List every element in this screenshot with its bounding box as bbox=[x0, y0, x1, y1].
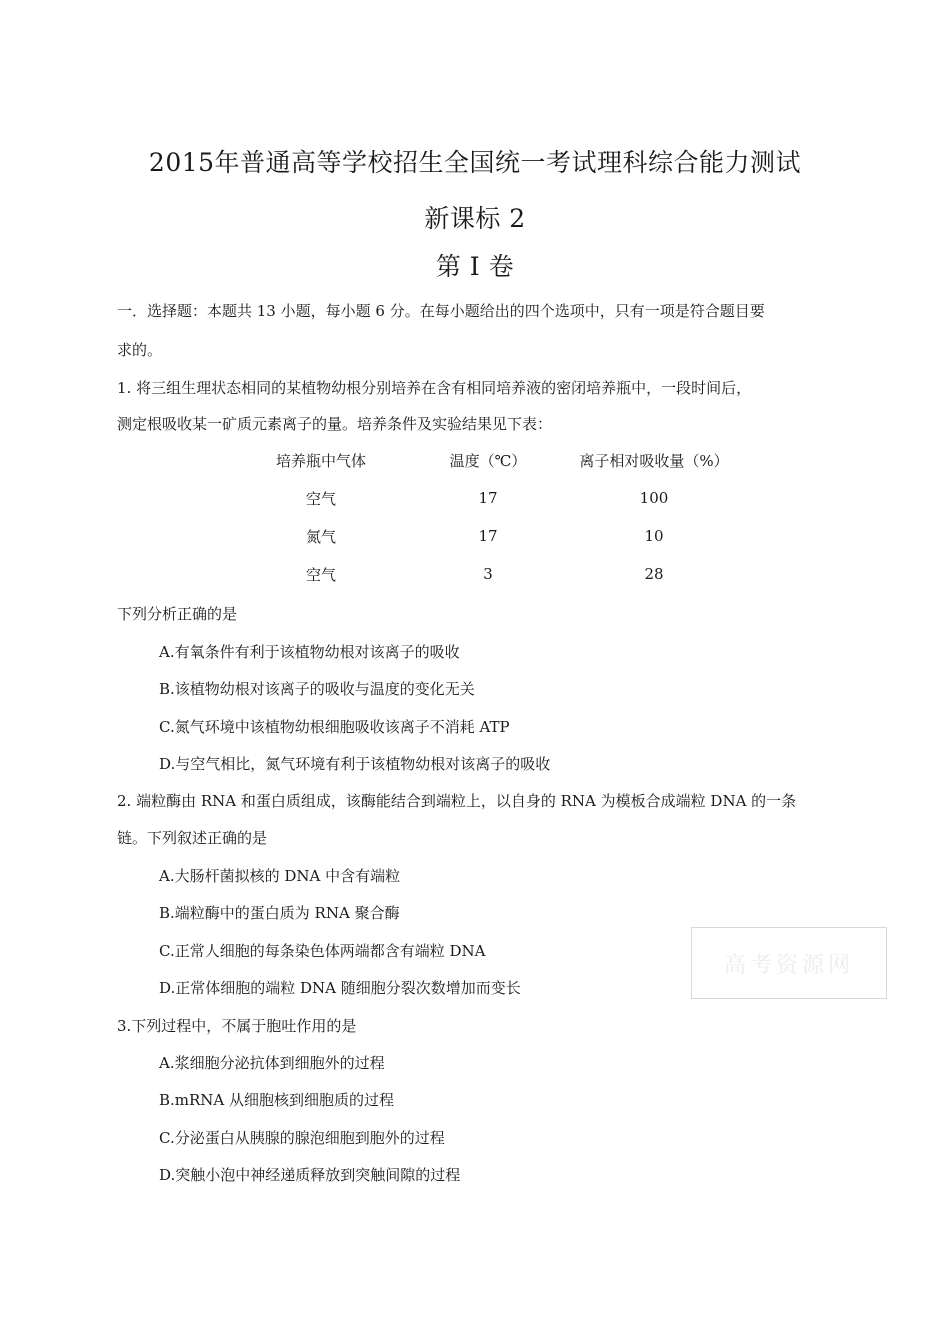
table-cell: 3 bbox=[483, 565, 493, 583]
table-row bbox=[240, 479, 734, 517]
question-stem: 3.下列过程中，不属于胞吐作用的是 bbox=[117, 1017, 357, 1035]
table-cell: 100 bbox=[639, 489, 669, 507]
table-cell: 空气 bbox=[305, 565, 336, 584]
exam-subtitle: 新课标 2 bbox=[424, 204, 526, 233]
table-cell: 28 bbox=[644, 565, 664, 583]
option-b: B.mRNA 从细胞核到细胞质的过程 bbox=[159, 1091, 395, 1109]
option-b: B.端粒酶中的蛋白质为 RNA 聚合酶 bbox=[159, 904, 400, 922]
table-cell: 17 bbox=[478, 527, 498, 545]
question-stem: 1. 将三组生理状态相同的某植物幼根分别培养在含有相同培养液的密闭培养瓶中，一段时间后， bbox=[117, 379, 752, 397]
option-c: C.氮气环境中该植物幼根细胞吸收该离子不消耗 ATP bbox=[159, 718, 510, 736]
question-prompt: 下列分析正确的是 bbox=[117, 605, 238, 623]
instructions-line: 一．选择题：本题共 13 小题，每小题 6 分。在每小题给出的四个选项中，只有一项是符合题目要 bbox=[117, 302, 765, 320]
option-d: D.正常体细胞的端粒 DNA 随细胞分裂次数增加而变长 bbox=[159, 979, 521, 997]
table-cell: 10 bbox=[644, 527, 664, 545]
question-stem: 2. 端粒酶由 RNA 和蛋白质组成，该酶能结合到端粒上，以自身的 RNA 为模板合成端粒 DNA 的一条 bbox=[117, 792, 797, 810]
table-cell: 空气 bbox=[305, 489, 336, 508]
experiment-table bbox=[240, 441, 734, 593]
option-a: A.有氧条件有利于该植物幼根对该离子的吸收 bbox=[159, 643, 460, 661]
table-header-cell: 离子相对吸收量（%） bbox=[579, 451, 729, 470]
option-a: A.大肠杆菌拟核的 DNA 中含有端粒 bbox=[159, 867, 401, 885]
volume-title: 第 I 卷 bbox=[435, 252, 515, 281]
question-stem: 测定根吸收某一矿质元素离子的量。培养条件及实验结果见下表： bbox=[117, 415, 553, 433]
option-c: C.分泌蛋白从胰腺的腺泡细胞到胞外的过程 bbox=[159, 1129, 445, 1147]
watermark-text: 高考资源网 bbox=[723, 952, 854, 978]
table-cell: 17 bbox=[478, 489, 498, 507]
instructions-line: 求的。 bbox=[117, 341, 163, 359]
option-d: D.与空气相比，氮气环境有利于该植物幼根对该离子的吸收 bbox=[159, 755, 551, 773]
watermark-logo bbox=[691, 927, 887, 999]
option-a: A.浆细胞分泌抗体到细胞外的过程 bbox=[159, 1054, 385, 1072]
table-cell: 氮气 bbox=[305, 527, 336, 546]
option-b: B.该植物幼根对该离子的吸收与温度的变化无关 bbox=[159, 680, 475, 698]
table-row bbox=[240, 517, 734, 555]
option-c: C.正常人细胞的每条染色体两端都含有端粒 DNA bbox=[159, 942, 486, 960]
question-stem: 链。下列叙述正确的是 bbox=[117, 829, 268, 847]
table-header-cell: 温度（℃） bbox=[449, 451, 527, 470]
table-row bbox=[240, 555, 734, 593]
option-d: D.突触小泡中神经递质释放到突触间隙的过程 bbox=[159, 1166, 461, 1184]
table-header-cell: 培养瓶中气体 bbox=[275, 451, 366, 470]
exam-title: 2015年普通高等学校招生全国统一考试理科综合能力测试 bbox=[148, 148, 802, 177]
table-header-row bbox=[240, 441, 734, 479]
